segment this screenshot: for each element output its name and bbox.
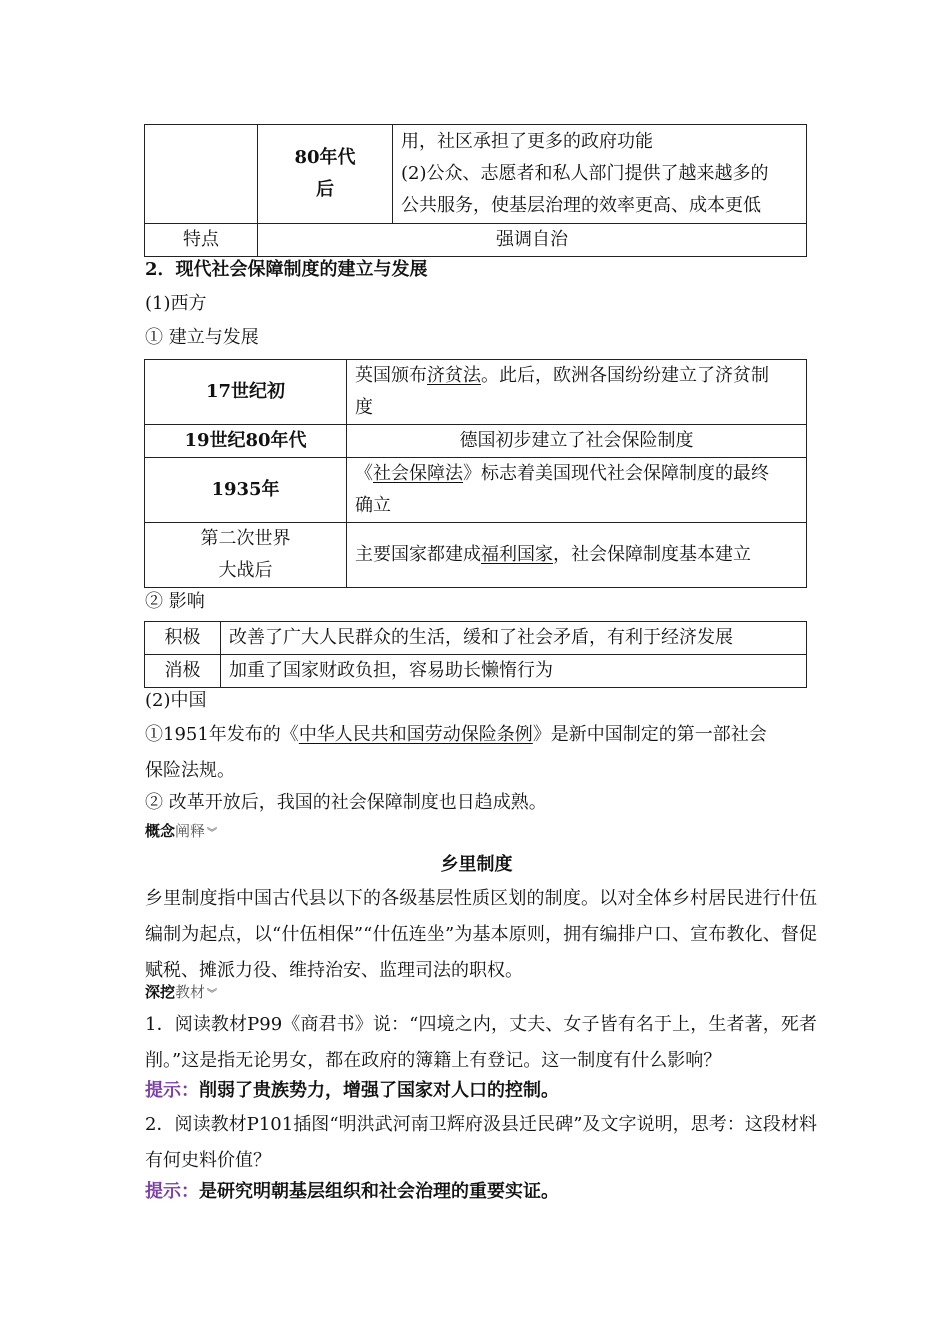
impact-table — [144, 621, 807, 688]
content-line: (2)公众、志愿者和私人部门提供了越来越多的 — [401, 163, 769, 184]
key-term: 中华人民共和国劳动保险条例 — [298, 724, 533, 745]
concept-label: 概念阐释 ︾ — [145, 822, 218, 840]
social-security-table — [144, 359, 807, 588]
table-empty-cell — [145, 125, 258, 224]
china-point-1: ①1951年发布的《中华人民共和国劳动保险条例》是新中国制定的第一部社会 保险法规。 — [145, 724, 767, 781]
impact-text: 加重了国家财政负担，容易助长懒惰行为 — [221, 655, 807, 688]
feature-label: 特点 — [145, 224, 258, 257]
china-heading: (2)中国 — [145, 690, 207, 711]
key-term: 福利国家 — [481, 544, 553, 565]
hint-label: 提示： — [145, 1080, 199, 1101]
chevron-down-icon: ︾ — [207, 828, 218, 839]
hint-label: 提示： — [145, 1181, 199, 1202]
impact-label: 积极 — [145, 622, 221, 655]
time-cell: 19世纪80年代 — [145, 425, 347, 458]
period-line1: 80年代 — [294, 147, 356, 168]
event-cell: 主要国家都建成福利国家，社会保障制度基本建立 — [347, 523, 807, 588]
question-2: 2．阅读教材P101插图“明洪武河南卫辉府汲县迁民碑”及文字说明，思考：这段材料有何史料价值？ — [145, 1114, 817, 1171]
section-heading: 2．现代社会保障制度的建立与发展 — [145, 259, 428, 280]
china-point-2: ② 改革开放后，我国的社会保障制度也日趋成熟。 — [145, 792, 547, 813]
event-cell: 《社会保障法》标志着美国现代社会保障制度的最终 确立 — [347, 458, 807, 523]
answer-1: 提示：削弱了贵族势力，增强了国家对人口的控制。 — [145, 1080, 559, 1101]
content-line: 用，社区承担了更多的政府功能 — [401, 131, 653, 152]
period-line2: 后 — [316, 179, 334, 200]
answer-2: 提示：是研究明朝基层组织和社会治理的重要实证。 — [145, 1181, 559, 1202]
west-heading: (1)西方 — [145, 293, 207, 314]
key-term: 社会保障法 — [373, 463, 463, 484]
impact-text: 改善了广大人民群众的生活，缓和了社会矛盾，有利于经济发展 — [221, 622, 807, 655]
key-term: 济贫法 — [427, 365, 481, 386]
period-cell — [258, 125, 393, 224]
chevron-down-icon: ︾ — [207, 989, 218, 1000]
question-1: 1．阅读教材P99《商君书》说：“四境之内，丈夫、女子皆有名于上，生者著，死者削。”这是指无论男女，都在政府的簿籍上有登记。这一制度有什么影响？ — [145, 1014, 817, 1071]
time-cell: 1935年 — [145, 458, 347, 523]
content-cell — [393, 125, 807, 224]
event-cell: 英国颁布济贫法。此后，欧洲各国纷纷建立了济贫制 度 — [347, 360, 807, 425]
feature-value: 强调自治 — [258, 224, 807, 257]
textbook-label: 深挖教材 ︾ — [145, 983, 218, 1001]
establish-heading: ① 建立与发展 — [145, 327, 259, 348]
concept-text: 乡里制度指中国古代县以下的各级基层性质区划的制度。以对全体乡村居民进行什伍编制为起点，以“什伍相保”“什伍连坐”为基本原则，拥有编排户口、宣布教化、督促赋税、摊派力役、维持治安、监理司法的职权。 — [145, 888, 817, 981]
content-line: 公共服务，使基层治理的效率更高、成本更低 — [401, 195, 761, 216]
governance-table — [144, 124, 807, 257]
event-cell: 德国初步建立了社会保险制度 — [347, 425, 807, 458]
time-cell: 17世纪初 — [145, 360, 347, 425]
time-cell: 第二次世界 大战后 — [145, 523, 347, 588]
impact-label: 消极 — [145, 655, 221, 688]
concept-title: 乡里制度 — [440, 854, 513, 875]
impact-heading: ② 影响 — [145, 591, 205, 612]
